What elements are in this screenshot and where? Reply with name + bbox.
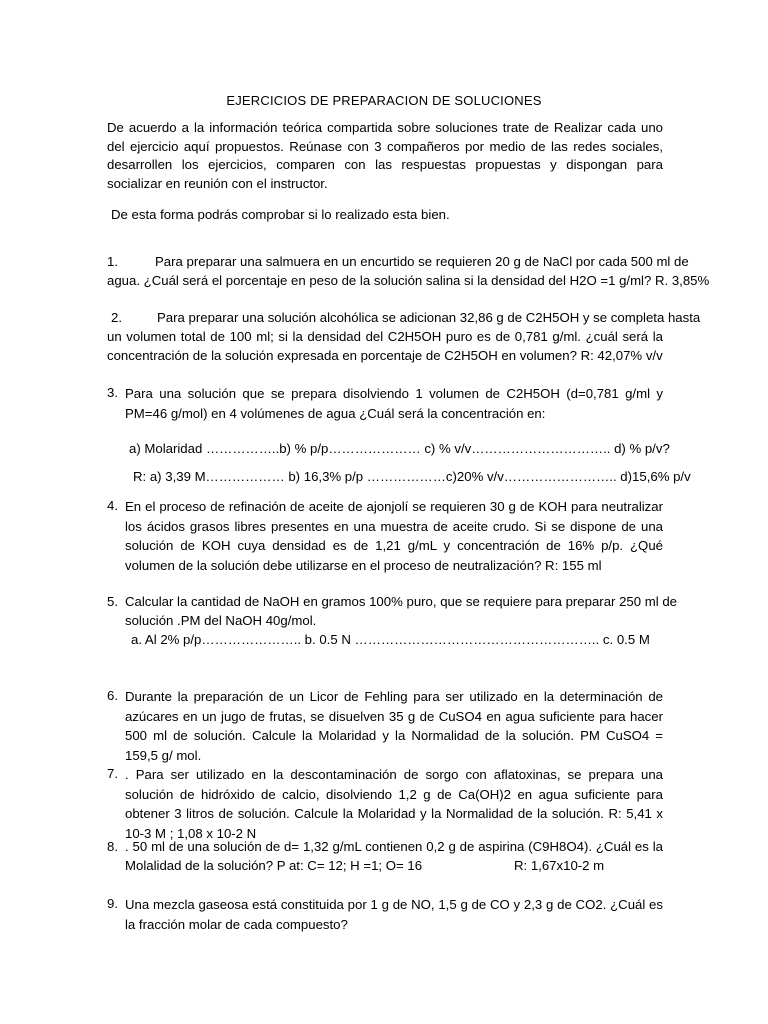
exercise-number: 3. <box>107 385 118 400</box>
exercise-text: Una mezcla gaseosa está constituida por 1 g de NO, 1,5 g de CO y 2,3 g de CO2. ¿Cuál es la fracción molar de cada compuesto? <box>125 897 663 932</box>
exercise-text-line: solución .PM del NaOH 40g/mol. <box>125 613 317 628</box>
exercise-text-line: Para preparar una solución alcohólica se adicionan 32,86 g de C2H5OH y se completa hasta <box>157 310 701 325</box>
intro-paragraph: De acuerdo a la información teórica compartida sobre soluciones trate de Realizar cada uno del ejercicio aquí propuestos. Reúnase con 3 compañeros por medio de las redes sociales, desarrollen los ejercicios, comparen con las respuestas propuestas y dispongan para socializar en reunión con el instructor. <box>107 120 663 191</box>
exercise-answers: R: a) 3,39 M……………… b) 16,3% p/p ………………c)20% v/v…………………….. d)15,6% p/v <box>133 469 691 484</box>
exercise-text: Durante la preparación de un Licor de Fehling para ser utilizado en la determinación de azúcares en un jugo de frutas, se disuelven 35 g de CuSO4 en agua suficiente para hacer 500 ml de solución. Calcule la Molaridad y la Normalidad de la solución. PM CuSO4 = 159,5 g/ mol. <box>125 689 663 763</box>
exercise-number: 4. <box>107 498 118 513</box>
document-title: EJERCICIOS DE PREPARACION DE SOLUCIONES <box>226 93 542 108</box>
exercise-number: 7. <box>107 766 118 781</box>
exercise-answer: R: 1,67x10-2 m <box>514 858 605 873</box>
exercise-number: 6. <box>107 688 118 703</box>
intro-note: De esta forma podrás comprobar si lo realizado esta bien. <box>111 207 450 222</box>
exercise-options: a) Molaridad ……………..b) % p/p………………… c) % v/v………………………….. d) % p/v? <box>129 441 670 456</box>
exercise-text-line: Calcular la cantidad de NaOH en gramos 100% puro, que se requiere para preparar 250 ml de <box>125 594 677 609</box>
exercise-text: . Para ser utilizado en la descontaminación de sorgo con aflatoxinas, se prepara una solución de hidróxido de calcio, disolviendo 1,2 g de Ca(OH)2 en agua suficiente para obtener 3 litros de solución. Calcule la Molaridad y la Normalidad de la solución. R: 5,41 x 10-3 M ; 1,08 x 10-2 N <box>125 767 663 841</box>
exercise-number: 5. <box>107 594 118 609</box>
exercise-text-line: Molalidad de la solución? P at: C= 12; H =1; O= 16 <box>125 858 423 873</box>
exercise-number: 9. <box>107 896 118 911</box>
exercise-text-line: Para preparar una salmuera en un encurtido se requieren 20 g de NaCl por cada 500 ml de <box>155 254 689 269</box>
exercise-text-line: . 50 ml de una solución de d= 1,32 g/mL contienen 0,2 g de aspirina (C9H8O4). ¿Cuál es la <box>125 839 663 854</box>
exercise-number: 1. <box>107 254 118 269</box>
exercise-number: 8. <box>107 839 118 854</box>
exercise-text-line: concentración de la solución expresada en porcentaje de C2H5OH en volumen? R: 42,07% v/v <box>107 348 663 363</box>
exercise-text-line: agua. ¿Cuál será el porcentaje en peso de la solución salina si la densidad del H2O =1 g/ml? R. 3,85% <box>107 273 710 288</box>
exercise-options: a. Al 2% p/p………………….. b. 0.5 N ……………………………………………….. c. 0.5 M <box>131 632 650 647</box>
exercise-number: 2. <box>111 310 122 325</box>
exercise-text: En el proceso de refinación de aceite de ajonjolí se requieren 30 g de KOH para neutralizar los ácidos grasos libres presentes en una muestra de aceite crudo. Si se dispone de una solución de KOH cuya densidad es de 1,21 g/mL y concentración de 16% p/p. ¿Qué volumen de la solución debe utilizarse en el proceso de neutralización? R: 155 ml <box>125 499 663 573</box>
exercise-text-line: un volumen total de 100 ml; si la densidad del C2H5OH puro es de 0,781 g/ml. ¿cuál será la <box>107 329 663 344</box>
exercise-text: Para una solución que se prepara disolviendo 1 volumen de C2H5OH (d=0,781 g/ml y PM=46 g/mol) en 4 volúmenes de agua ¿Cuál será la concentración en: <box>125 386 663 421</box>
